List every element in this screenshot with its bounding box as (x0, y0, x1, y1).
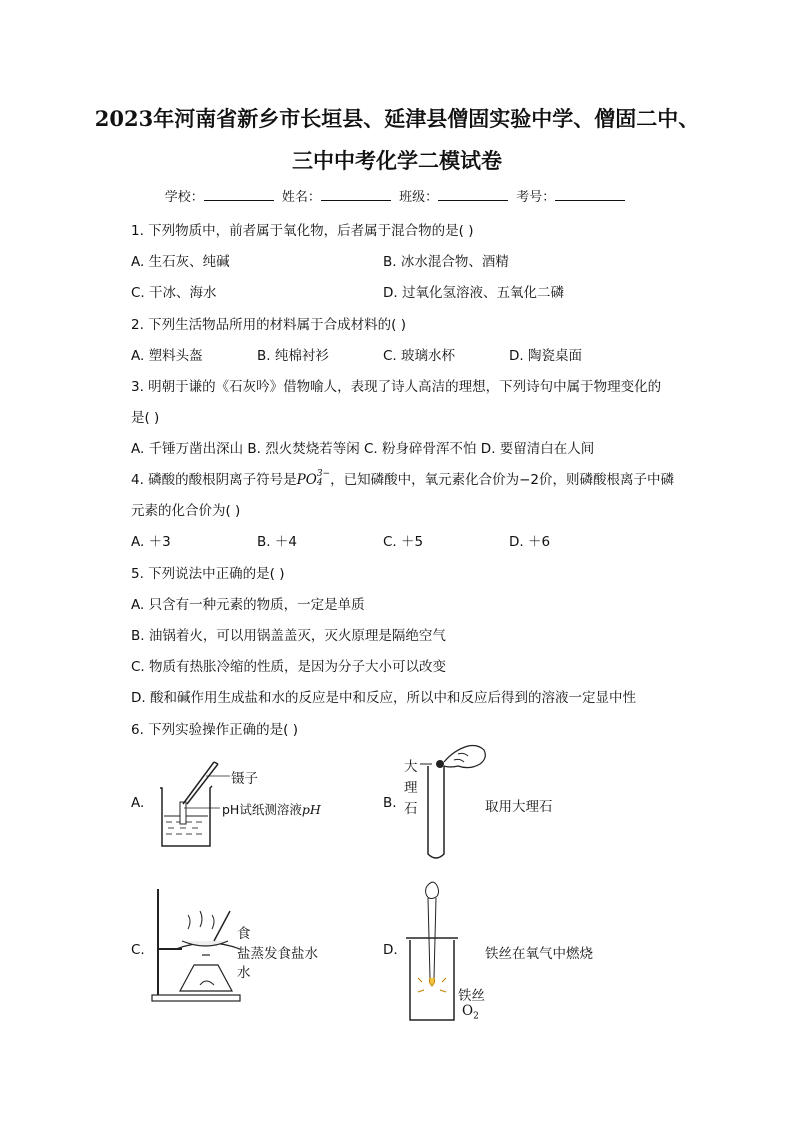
q3-stem-line1: 3. 明朝于谦的《石灰吟》借物喻人，表现了诗人高洁的理想，下列诗句中属于物理变化的 (131, 379, 662, 395)
tweezers-label: 镊子 (231, 771, 258, 787)
number-label: 考号： (516, 190, 556, 205)
marble-label-char3: 石 (404, 801, 418, 817)
number-blank[interactable] (555, 188, 625, 201)
q4-option-b[interactable]: B. ＋4 (257, 534, 297, 550)
marble-label-char1: 大 (404, 759, 418, 775)
q1-option-c[interactable]: C. 干冰、海水 (131, 285, 217, 301)
test-tube-illustration (418, 740, 494, 864)
ion-charge: 3− (316, 468, 331, 479)
oxygen-label (462, 1003, 479, 1022)
ion-subscript: 4 (316, 477, 323, 488)
q6-option-a-letter[interactable]: A. (131, 795, 145, 811)
class-label: 班级： (399, 190, 439, 205)
q3-options[interactable]: A. 千锤万凿出深山 B. 烈火焚烧若等闲 C. 粉身碎骨浑不怕 D. 要留清白在人间 (131, 441, 595, 457)
q4-option-d[interactable]: D. ＋6 (509, 534, 551, 550)
q1-option-b[interactable]: B. 冰水混合物、酒精 (383, 254, 509, 270)
iron-burn-caption: 铁丝在氧气中燃烧 (485, 946, 593, 962)
iron-wire-label: 铁丝 (458, 988, 485, 1004)
q3-stem-line2: 是( ) (131, 410, 160, 426)
q2-option-a[interactable]: A. 塑料头盔 (131, 348, 203, 364)
q2-option-c[interactable]: C. 玻璃水杯 (383, 348, 456, 364)
q2-option-d[interactable]: D. 陶瓷桌面 (509, 348, 582, 364)
q5-option-a[interactable]: A. 只含有一种元素的物质，一定是单质 (131, 597, 365, 613)
q4-stem-line1 (131, 468, 674, 490)
name-label: 姓名： (281, 190, 321, 205)
school-blank[interactable] (204, 188, 274, 201)
q1-option-a[interactable]: A. 生石灰、纯碱 (131, 254, 230, 270)
phosphate-ion (296, 468, 331, 488)
q6-option-c-letter[interactable]: C. (131, 942, 145, 958)
q6-option-d-letter[interactable]: D. (383, 942, 398, 958)
class-blank[interactable] (438, 188, 508, 201)
ph-paper-label: pH试纸 (222, 802, 265, 817)
q1-option-d[interactable]: D. 过氧化氢溶液、五氧化二磷 (383, 285, 564, 301)
q4-stem-part1: 4. 磷酸的酸根阴离子符号是 (131, 472, 297, 488)
measure-solution-label: 测溶液 (264, 802, 302, 817)
exam-title-line2: 三中中考化学二模试卷 (292, 148, 502, 173)
marble-label-char2: 理 (404, 780, 418, 796)
take-marble-caption: 取用大理石 (485, 799, 553, 815)
evaporation-illustration (148, 885, 244, 1005)
q5-option-d[interactable]: D. 酸和碱作用生成盐和水的反应是中和反应，所以中和反应后得到的溶液一定显中性 (131, 690, 636, 706)
salt-label-char: 食 (237, 926, 251, 942)
q4-option-c[interactable]: C. ＋5 (383, 534, 424, 550)
exam-title-line1: 2023年河南省新乡市长垣县、延津县僧固实验中学、僧固二中、 (94, 106, 700, 131)
name-blank[interactable] (321, 188, 391, 201)
ph-paper-caption (222, 800, 321, 818)
q5-stem: 5. 下列说法中正确的是( ) (131, 566, 285, 582)
q6-option-b-letter[interactable]: B. (383, 795, 397, 811)
ph-italic: pH (301, 802, 321, 817)
q2-option-b[interactable]: B. 纯棉衬衫 (257, 348, 329, 364)
oxygen-symbol: O (462, 1003, 474, 1019)
school-label: 学校： (164, 190, 204, 205)
iron-wire-bottle-illustration (402, 878, 462, 1026)
q6-stem: 6. 下列实验操作正确的是( ) (131, 722, 298, 738)
q2-stem: 2. 下列生活物品所用的材料属于合成材料的( ) (131, 317, 406, 333)
q1-stem: 1. 下列物质中，前者属于氧化物，后者属于混合物的是( ) (131, 223, 474, 239)
water-label-char: 水 (237, 965, 251, 981)
q4-stem-line2: 元素的化合价为( ) (131, 503, 241, 519)
evaporate-salt-water-caption: 盐蒸发食盐水 (237, 946, 318, 962)
q5-option-c[interactable]: C. 物质有热胀冷缩的性质，是因为分子大小可以改变 (131, 659, 447, 675)
oxygen-subscript: 2 (473, 1011, 479, 1022)
ion-symbol: PO (296, 472, 317, 488)
q5-option-b[interactable]: B. 油锅着火，可以用锅盖盖灭，灭火原理是隔绝空气 (131, 628, 446, 644)
student-info-row (0, 186, 794, 205)
q4-option-a[interactable]: A. ＋3 (131, 534, 171, 550)
q4-stem-part2: ，已知磷酸中，氧元素化合价为−2价，则磷酸根离子中磷 (330, 472, 675, 488)
